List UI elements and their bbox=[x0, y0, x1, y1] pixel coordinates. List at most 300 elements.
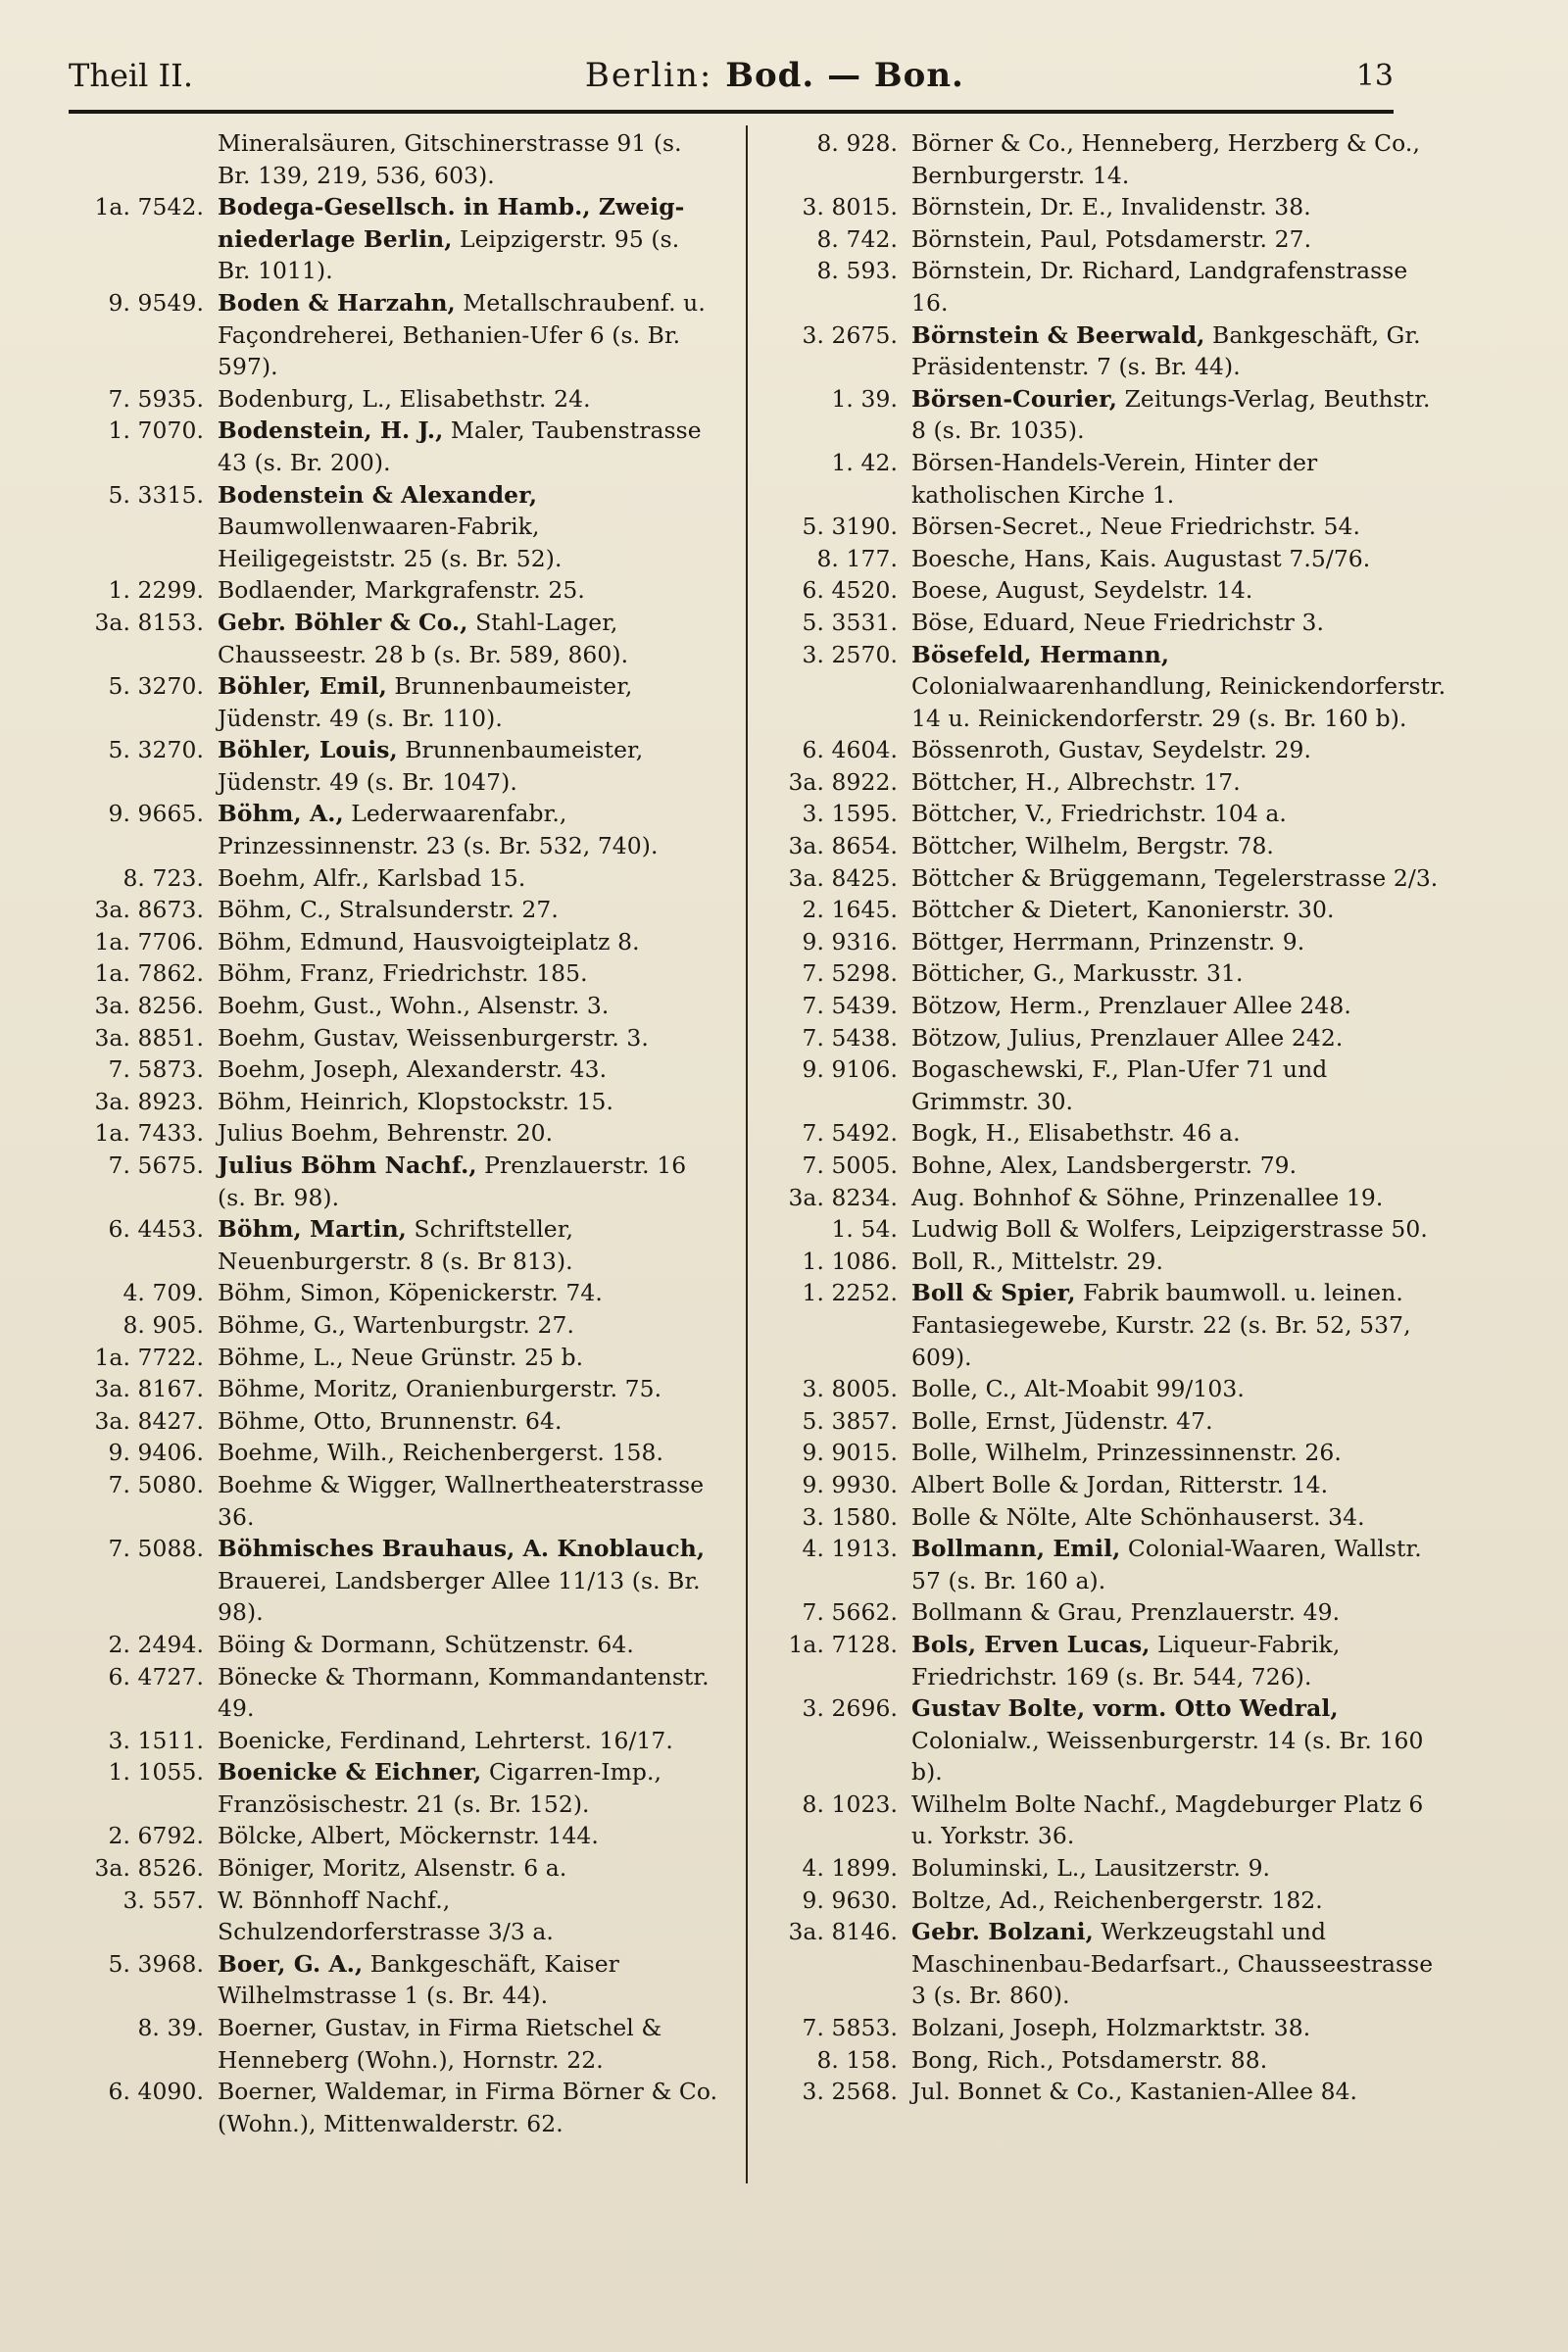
entry-name: Böhler, Emil, bbox=[218, 672, 387, 701]
phone-number: 8. 39. bbox=[137, 2014, 204, 2042]
entry-text bbox=[218, 1054, 719, 1086]
entry-text bbox=[218, 1086, 719, 1118]
entry-text bbox=[218, 1213, 719, 1277]
entry-details: Börsen-Handels-Verein, Hinter der katholischen Kirche 1. bbox=[911, 448, 1318, 509]
phone-number: 8. 1023. bbox=[802, 1789, 898, 1818]
entry-text bbox=[911, 127, 1446, 191]
directory-entry bbox=[760, 1022, 1446, 1054]
entry-details: Liqueur-Fabrik, Friedrichstr. 169 (s. Br. 544, 726). bbox=[911, 1630, 1341, 1690]
directory-entry bbox=[760, 223, 1446, 256]
entry-details: Böhme, Otto, Brunnenstr. 64. bbox=[218, 1406, 563, 1435]
directory-entry bbox=[69, 957, 719, 990]
entry-text bbox=[218, 1405, 719, 1438]
phone-number: 1a. 7128. bbox=[788, 1630, 898, 1658]
directory-entry bbox=[760, 926, 1446, 958]
entry-details: Bolle, C., Alt-Moabit 99/103. bbox=[911, 1375, 1245, 1403]
directory-entry bbox=[760, 2044, 1446, 2077]
entry-text bbox=[218, 670, 719, 734]
directory-entry bbox=[69, 1213, 719, 1277]
directory-entry bbox=[760, 447, 1446, 511]
phone-number: 7. 5935. bbox=[108, 384, 204, 413]
entry-details: Colonialw., Weissenburgerstr. 14 (s. Br. 160 b). bbox=[911, 1726, 1424, 1787]
directory-entry bbox=[760, 1117, 1446, 1150]
entry-text bbox=[218, 127, 719, 191]
name-range: Bod. — Bon. bbox=[725, 56, 964, 95]
entry-details: Boehm, Gustav, Weissenburgerstr. 3. bbox=[218, 1023, 649, 1052]
entry-text bbox=[911, 319, 1446, 383]
entry-details: Fabrik baumwoll. u. leinen. Fantasiegewebe, Kurstr. 22 (s. Br. 52, 537, 609). bbox=[911, 1279, 1411, 1371]
entry-details: Böttcher & Brüggemann, Tegelerstrasse 2/3. bbox=[911, 863, 1439, 892]
entry-details: Bodlaender, Markgrafenstr. 25. bbox=[218, 576, 585, 605]
entry-text bbox=[218, 1309, 719, 1342]
phone-number: 8. 928. bbox=[816, 129, 898, 157]
directory-entry bbox=[760, 511, 1446, 543]
directory-entry bbox=[69, 1629, 719, 1661]
entry-details: Boehm, Joseph, Alexanderstr. 43. bbox=[218, 1055, 608, 1084]
entry-text bbox=[911, 1885, 1446, 1917]
entry-details: Börner & Co., Henneberg, Herzberg & Co., Bernburgerstr. 14. bbox=[911, 129, 1421, 189]
entry-text bbox=[218, 1756, 719, 1820]
entry-details: Cigarren-Imp., Französischestr. 21 (s. Br. 152). bbox=[218, 1758, 662, 1818]
entry-details: Böniger, Moritz, Alsenstr. 6 a. bbox=[218, 1854, 567, 1883]
entry-text bbox=[218, 1022, 719, 1054]
phone-number: 8. 723. bbox=[122, 863, 204, 892]
entry-text bbox=[911, 1692, 1446, 1788]
entry-details: Bodenburg, L., Elisabethstr. 24. bbox=[218, 384, 591, 413]
entry-details: Boll, R., Mittelstr. 29. bbox=[911, 1247, 1164, 1275]
directory-entry bbox=[760, 639, 1446, 735]
entry-text bbox=[218, 1342, 719, 1374]
directory-entry bbox=[760, 574, 1446, 607]
entry-details: Maler, Taubenstrasse 43 (s. Br. 200). bbox=[218, 416, 702, 476]
entry-details: Böttcher & Dietert, Kanonierstr. 30. bbox=[911, 896, 1335, 924]
directory-entry bbox=[760, 1277, 1446, 1373]
phone-number: 1. 7070. bbox=[108, 416, 204, 445]
phone-number: 2. 6792. bbox=[108, 1822, 204, 1850]
phone-number: 7. 5873. bbox=[108, 1055, 204, 1084]
directory-entry bbox=[760, 127, 1446, 191]
directory-entry bbox=[69, 1852, 719, 1885]
phone-number: 3a. 8673. bbox=[94, 896, 204, 924]
phone-number: 4. 1913. bbox=[802, 1535, 898, 1563]
entry-details: Bolle, Wilhelm, Prinzessinnenstr. 26. bbox=[911, 1439, 1342, 1467]
entry-details: Boehm, Gust., Wohn., Alsenstr. 3. bbox=[218, 992, 610, 1020]
entry-name: Bollmann, Emil, bbox=[911, 1535, 1121, 1563]
entry-text bbox=[911, 1405, 1446, 1438]
entry-name: Julius Böhm Nachf., bbox=[218, 1152, 477, 1179]
entry-details: Böttcher, H., Albrechstr. 17. bbox=[911, 767, 1241, 796]
directory-entry bbox=[760, 2012, 1446, 2044]
entry-details: Böttcher, V., Friedrichstr. 104 a. bbox=[911, 800, 1287, 828]
entry-text bbox=[911, 734, 1446, 766]
entry-details: Böttcher, Wilhelm, Bergstr. 78. bbox=[911, 832, 1274, 860]
directory-entry bbox=[69, 1405, 719, 1438]
entry-text bbox=[911, 2044, 1446, 2077]
entry-details: Julius Boehm, Behrenstr. 20. bbox=[218, 1119, 554, 1148]
phone-number: 3. 2570. bbox=[802, 640, 898, 668]
phone-number: 3a. 8153. bbox=[94, 608, 204, 636]
entry-text bbox=[911, 957, 1446, 990]
entry-details: Brunnenbaumeister, Jüdenstr. 49 (s. Br. 110). bbox=[218, 672, 633, 732]
directory-entry bbox=[760, 1182, 1446, 1214]
entry-text bbox=[218, 415, 719, 478]
phone-number: 1. 1086. bbox=[802, 1247, 898, 1275]
entry-details: Baumwollenwaaren-Fabrik, Heiligegeiststr. 25 (s. Br. 52). bbox=[218, 513, 563, 572]
directory-entry bbox=[69, 670, 719, 734]
entry-text bbox=[911, 2012, 1446, 2044]
directory-entry bbox=[69, 2076, 719, 2139]
phone-number: 1a. 7433. bbox=[94, 1119, 204, 1148]
phone-number: 3. 8005. bbox=[802, 1375, 898, 1403]
directory-entry bbox=[69, 287, 719, 383]
phone-number: 3. 8015. bbox=[802, 193, 898, 221]
entry-details: Metallschraubenf. u. Façondreherei, Bethanien-Ufer 6 (s. Br. 597). bbox=[218, 288, 706, 381]
entry-details: Bötzow, Julius, Prenzlauer Allee 242. bbox=[911, 1023, 1344, 1052]
directory-entry bbox=[760, 1788, 1446, 1852]
entry-details: Wilhelm Bolte Nachf., Magdeburger Platz 6 u. Yorkstr. 36. bbox=[911, 1789, 1424, 1850]
city-label: Berlin: bbox=[584, 56, 713, 95]
directory-entry bbox=[69, 1661, 719, 1725]
entry-details: Brunnenbaumeister, Jüdenstr. 49 (s. Br. 1047). bbox=[218, 736, 644, 796]
phone-number: 3a. 8234. bbox=[788, 1183, 898, 1211]
entry-text bbox=[911, 1246, 1446, 1278]
entry-name: Börsen-Courier, bbox=[911, 384, 1118, 413]
entry-text bbox=[911, 1852, 1446, 1885]
entry-details: Albert Bolle & Jordan, Ritterstr. 14. bbox=[911, 1470, 1329, 1498]
entry-text bbox=[911, 607, 1446, 639]
directory-entry bbox=[69, 1373, 719, 1405]
directory-entry bbox=[69, 1533, 719, 1629]
entry-name: Bösefeld, Hermann, bbox=[911, 640, 1170, 668]
phone-number: 6. 4453. bbox=[108, 1215, 204, 1244]
entry-text bbox=[218, 1469, 719, 1533]
entry-text bbox=[911, 1182, 1446, 1214]
directory-entry bbox=[69, 1437, 719, 1469]
entry-details: Bössenroth, Gustav, Seydelstr. 29. bbox=[911, 736, 1312, 764]
phone-number: 3. 1511. bbox=[108, 1726, 204, 1754]
entry-details: Bankgeschäft, Gr. Präsidentenstr. 7 (s. Br. 44). bbox=[911, 320, 1421, 381]
entry-text bbox=[911, 191, 1446, 223]
entry-details: Zeitungs-Verlag, Beuthstr. 8 (s. Br. 1035). bbox=[911, 384, 1431, 445]
directory-entry bbox=[760, 1469, 1446, 1501]
entry-text bbox=[911, 1022, 1446, 1054]
phone-number: 7. 5438. bbox=[802, 1023, 898, 1052]
directory-entry bbox=[760, 1852, 1446, 1885]
column-divider bbox=[746, 125, 748, 2183]
section-label: Theil II. bbox=[69, 57, 193, 94]
entry-text bbox=[218, 383, 719, 416]
phone-number: 3a. 8654. bbox=[788, 832, 898, 860]
entry-text bbox=[911, 1533, 1446, 1596]
phone-number: 1a. 7862. bbox=[94, 959, 204, 988]
entry-details: Bötzow, Herm., Prenzlauer Allee 248. bbox=[911, 992, 1351, 1020]
directory-entry bbox=[760, 319, 1446, 383]
directory-entry bbox=[69, 1117, 719, 1150]
directory-entry bbox=[69, 127, 719, 191]
directory-entry bbox=[760, 1213, 1446, 1246]
phone-number: 7. 5439. bbox=[802, 992, 898, 1020]
entry-name: Böhm, A., bbox=[218, 800, 344, 828]
phone-number: 4. 709. bbox=[122, 1279, 204, 1307]
directory-entry bbox=[69, 894, 719, 926]
phone-number: 3a. 8851. bbox=[94, 1023, 204, 1052]
entry-name: Gebr. Böhler & Co., bbox=[218, 608, 468, 636]
entry-text bbox=[911, 1916, 1446, 2012]
directory-entry bbox=[69, 1022, 719, 1054]
directory-entry bbox=[69, 1342, 719, 1374]
phone-number: 7. 5088. bbox=[108, 1535, 204, 1563]
phone-number: 3. 1580. bbox=[802, 1502, 898, 1531]
entry-name: Böhler, Louis, bbox=[218, 736, 398, 764]
phone-number: 8. 742. bbox=[816, 224, 898, 253]
phone-number: 6. 4727. bbox=[108, 1662, 204, 1690]
phone-number: 5. 3190. bbox=[802, 513, 898, 541]
directory-entry bbox=[69, 415, 719, 478]
entry-text bbox=[911, 830, 1446, 862]
directory-entry bbox=[69, 1150, 719, 1213]
entry-text bbox=[218, 607, 719, 670]
entry-details: Börsen-Secret., Neue Friedrichstr. 54. bbox=[911, 513, 1361, 541]
phone-number: 3. 1595. bbox=[802, 800, 898, 828]
directory-entry bbox=[69, 1086, 719, 1118]
phone-number: 3. 557. bbox=[122, 1886, 204, 1914]
entry-text bbox=[911, 447, 1446, 511]
entry-name: Bodega-Gesellsch. in Hamb., Zweig-niederlage Berlin, bbox=[218, 193, 685, 253]
phone-number: 5. 3857. bbox=[802, 1406, 898, 1435]
entry-details: Böhme, Moritz, Oranienburgerstr. 75. bbox=[218, 1375, 662, 1403]
phone-number: 7. 5298. bbox=[802, 959, 898, 988]
entry-text bbox=[911, 223, 1446, 256]
entry-text bbox=[911, 1150, 1446, 1182]
directory-entry bbox=[69, 862, 719, 895]
phone-number: 6. 4520. bbox=[802, 576, 898, 605]
entry-details: Boesche, Hans, Kais. Augustast 7.5/76. bbox=[911, 544, 1371, 572]
entry-details: Boltze, Ad., Reichenbergerstr. 182. bbox=[911, 1886, 1323, 1914]
entry-details: Bogaschewski, F., Plan-Ufer 71 und Grimmstr. 30. bbox=[911, 1055, 1328, 1115]
entry-text bbox=[911, 1469, 1446, 1501]
entry-details: Lederwaarenfabr., Prinzessinnenstr. 23 (s. Br. 532, 740). bbox=[218, 800, 659, 860]
left-column bbox=[69, 127, 719, 2139]
entry-details: Boerner, Gustav, in Firma Rietschel & Henneberg (Wohn.), Hornstr. 22. bbox=[218, 2014, 662, 2074]
entry-details: Böhme, G., Wartenburgstr. 27. bbox=[218, 1310, 575, 1339]
entry-details: Bong, Rich., Potsdamerstr. 88. bbox=[911, 2045, 1268, 2074]
phone-number: 3a. 8923. bbox=[94, 1087, 204, 1115]
directory-entry bbox=[760, 2076, 1446, 2108]
phone-number: 1. 2252. bbox=[802, 1279, 898, 1307]
entry-name: Bodenstein & Alexander, bbox=[218, 480, 538, 509]
entry-details: Schriftsteller, Neuenburgerstr. 8 (s. Br 813). bbox=[218, 1215, 573, 1275]
entry-name: Gustav Bolte, vorm. Otto Wedral, bbox=[911, 1694, 1339, 1723]
directory-entry bbox=[69, 1756, 719, 1820]
directory-entry bbox=[69, 2012, 719, 2076]
directory-entry bbox=[760, 1629, 1446, 1692]
phone-number: 3a. 8256. bbox=[94, 992, 204, 1020]
entry-text bbox=[218, 1820, 719, 1852]
directory-entry bbox=[760, 1501, 1446, 1534]
entry-details: Böhm, Simon, Köpenickerstr. 74. bbox=[218, 1279, 603, 1307]
entry-details: Jul. Bonnet & Co., Kastanien-Allee 84. bbox=[911, 2078, 1358, 2106]
phone-number: 3a. 8526. bbox=[94, 1854, 204, 1883]
entry-text bbox=[218, 479, 719, 575]
entry-name: Bodenstein, H. J., bbox=[218, 416, 444, 445]
entry-details: Aug. Bohnhof & Söhne, Prinzenallee 19. bbox=[911, 1183, 1384, 1211]
entry-text bbox=[911, 1596, 1446, 1629]
phone-number: 2. 2494. bbox=[108, 1630, 204, 1658]
entry-details: Brauerei, Landsberger Allee 11/13 (s. Br. 98). bbox=[218, 1566, 701, 1627]
entry-text bbox=[218, 191, 719, 287]
phone-number: 3a. 8167. bbox=[94, 1375, 204, 1403]
entry-text bbox=[911, 926, 1446, 958]
entry-details: Böhm, C., Stralsunderstr. 27. bbox=[218, 896, 559, 924]
entry-details: Bogk, H., Elisabethstr. 46 a. bbox=[911, 1119, 1241, 1148]
entry-details: Colonial-Waaren, Wallstr. 57 (s. Br. 160 a). bbox=[911, 1535, 1422, 1594]
phone-number: 6. 4090. bbox=[108, 2078, 204, 2106]
directory-entry bbox=[760, 191, 1446, 223]
entry-text bbox=[911, 1788, 1446, 1852]
phone-number: 7. 5675. bbox=[108, 1152, 204, 1179]
entry-text bbox=[911, 766, 1446, 799]
entry-details: Boehme, Wilh., Reichenbergerst. 158. bbox=[218, 1439, 663, 1467]
directory-entry bbox=[760, 255, 1446, 318]
entry-details: Boluminski, L., Lausitzerstr. 9. bbox=[911, 1854, 1271, 1883]
directory-entry bbox=[760, 1596, 1446, 1629]
entry-text bbox=[911, 894, 1446, 926]
directory-entry bbox=[69, 1725, 719, 1757]
phone-number: 9. 9406. bbox=[108, 1439, 204, 1467]
entry-text bbox=[911, 1213, 1446, 1246]
directory-entry bbox=[760, 862, 1446, 895]
phone-number: 7. 5080. bbox=[108, 1470, 204, 1498]
phone-number: 1. 54. bbox=[831, 1215, 898, 1244]
directory-entry bbox=[69, 383, 719, 416]
entry-details: Bötticher, G., Markusstr. 31. bbox=[911, 959, 1244, 988]
entry-text bbox=[218, 287, 719, 383]
phone-number: 3. 2675. bbox=[802, 320, 898, 349]
entry-details: Böing & Dormann, Schützenstr. 64. bbox=[218, 1630, 634, 1658]
entry-text bbox=[218, 1629, 719, 1661]
phone-number: 5. 3531. bbox=[802, 608, 898, 636]
entry-text bbox=[911, 990, 1446, 1022]
phone-number: 1. 1055. bbox=[108, 1758, 204, 1787]
entry-text bbox=[218, 1725, 719, 1757]
entry-details: Böhm, Heinrich, Klopstockstr. 15. bbox=[218, 1087, 614, 1115]
directory-entry bbox=[69, 1277, 719, 1309]
directory-entry bbox=[760, 1246, 1446, 1278]
phone-number: 3a. 8427. bbox=[94, 1406, 204, 1435]
directory-entry bbox=[760, 1405, 1446, 1438]
directory-entry bbox=[760, 830, 1446, 862]
entry-text bbox=[218, 1852, 719, 1885]
phone-number: 7. 5853. bbox=[802, 2014, 898, 2042]
directory-entry bbox=[69, 1309, 719, 1342]
page-header bbox=[69, 51, 1394, 100]
phone-number: 3a. 8922. bbox=[788, 767, 898, 796]
directory-entry bbox=[760, 798, 1446, 830]
directory-entry bbox=[760, 1437, 1446, 1469]
directory-entry bbox=[760, 766, 1446, 799]
entry-details: Böttger, Herrmann, Prinzenstr. 9. bbox=[911, 927, 1305, 956]
directory-entry bbox=[69, 1885, 719, 1948]
right-column bbox=[760, 127, 1446, 2108]
entry-text bbox=[911, 1437, 1446, 1469]
entry-text bbox=[218, 957, 719, 990]
entry-details: Böse, Eduard, Neue Friedrichstr 3. bbox=[911, 608, 1324, 636]
phone-number: 7. 5662. bbox=[802, 1598, 898, 1627]
entry-text bbox=[911, 383, 1446, 447]
entry-text bbox=[911, 798, 1446, 830]
phone-number: 1a. 7706. bbox=[94, 927, 204, 956]
directory-entry bbox=[760, 383, 1446, 447]
phone-number bbox=[69, 127, 218, 191]
entry-details: Colonialwaarenhandlung, Reinickendorferstr. 14 u. Reinickendorferstr. 29 (s. Br. 160 b). bbox=[911, 672, 1446, 732]
entry-name: Böhm, Martin, bbox=[218, 1215, 407, 1244]
header-rule bbox=[69, 110, 1394, 114]
entry-details: Prenzlauerstr. 16 (s. Br. 98). bbox=[218, 1152, 687, 1211]
phone-number: 8. 593. bbox=[816, 257, 898, 285]
entry-details: Bankgeschäft, Kaiser Wilhelmstrasse 1 (s. Br. 44). bbox=[218, 1949, 619, 2010]
entry-details: Boese, August, Seydelstr. 14. bbox=[911, 576, 1253, 605]
directory-entry bbox=[760, 734, 1446, 766]
directory-entry bbox=[760, 1692, 1446, 1788]
entry-name: Boer, G. A., bbox=[218, 1949, 364, 1978]
phone-number: 6. 4604. bbox=[802, 736, 898, 764]
entry-text bbox=[218, 1533, 719, 1629]
entry-details: Börnstein, Dr. E., Invalidenstr. 38. bbox=[911, 193, 1311, 221]
entry-name: Bols, Erven Lucas, bbox=[911, 1630, 1151, 1658]
entry-text bbox=[911, 862, 1446, 895]
entry-text bbox=[218, 926, 719, 958]
running-title bbox=[585, 56, 964, 95]
entry-details: Böhm, Franz, Friedrichstr. 185. bbox=[218, 959, 588, 988]
entry-details: Boerner, Waldemar, in Firma Börner & Co. (Wohn.), Mittenwalderstr. 62. bbox=[218, 2078, 718, 2137]
directory-entry bbox=[760, 894, 1446, 926]
entry-text bbox=[218, 1117, 719, 1150]
directory-entry bbox=[69, 191, 719, 287]
directory-entry bbox=[760, 1885, 1446, 1917]
entry-details: Bölcke, Albert, Möckernstr. 144. bbox=[218, 1822, 599, 1850]
entry-text bbox=[911, 1629, 1446, 1692]
directory-entry bbox=[760, 1916, 1446, 2012]
phone-number: 3. 2696. bbox=[802, 1694, 898, 1723]
phone-number: 4. 1899. bbox=[802, 1854, 898, 1883]
entry-name: Boden & Harzahn, bbox=[218, 288, 456, 317]
phone-number: 8. 905. bbox=[122, 1310, 204, 1339]
directory-entry bbox=[69, 1948, 719, 2012]
entry-details: Bollmann & Grau, Prenzlauerstr. 49. bbox=[911, 1598, 1341, 1627]
entry-text bbox=[218, 1373, 719, 1405]
phone-number: 1. 42. bbox=[831, 448, 898, 476]
directory-entry bbox=[760, 607, 1446, 639]
entry-text bbox=[911, 255, 1446, 318]
entry-text bbox=[911, 1501, 1446, 1534]
entry-text bbox=[911, 1373, 1446, 1405]
phone-number: 7. 5492. bbox=[802, 1119, 898, 1148]
directory-entry bbox=[69, 990, 719, 1022]
phone-number: 9. 9106. bbox=[802, 1055, 898, 1084]
entry-text bbox=[218, 1437, 719, 1469]
entry-name: Boll & Spier, bbox=[911, 1279, 1076, 1307]
entry-details: Bolle & Nölte, Alte Schönhauserst. 34. bbox=[911, 1502, 1365, 1531]
phone-number: 8. 158. bbox=[816, 2045, 898, 2074]
directory-entry bbox=[69, 1054, 719, 1086]
entry-details: W. Bönnhoff Nachf., Schulzendorferstrasse 3/3 a. bbox=[218, 1886, 554, 1946]
entry-text bbox=[218, 2076, 719, 2139]
entry-details: Stahl-Lager, Chausseestr. 28 b (s. Br. 589, 860). bbox=[218, 608, 629, 668]
directory-entry bbox=[69, 607, 719, 670]
phone-number: 8. 177. bbox=[816, 544, 898, 572]
phone-number: 9. 9549. bbox=[108, 288, 204, 317]
phone-number: 3a. 8425. bbox=[788, 863, 898, 892]
